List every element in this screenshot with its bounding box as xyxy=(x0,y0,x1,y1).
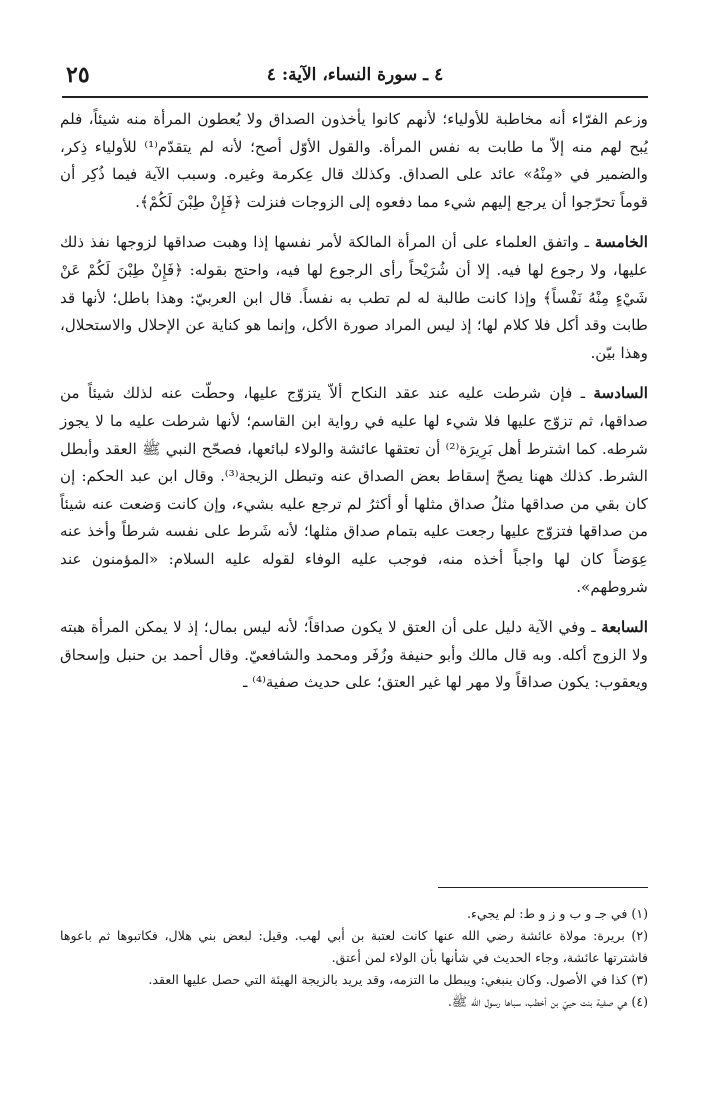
page-header xyxy=(62,56,648,98)
paragraph-text: ـ وفي الآية دليل على أن العتق لا يكون صداقاً؛ لأنه ليس بمال؛ إذ لا يمكن المرأة هبته ولا الزوج أكله. وبه قال مالك وأبو حنيفة وزُفَر ومحمد والشافعيّ. وقال أحمد بن حنبل وإسحاق ويعقوب: يكون صداقاً ولا مهر لها غير العتق؛ على حديث صفية⁽⁴⁾ ـ xyxy=(60,618,648,692)
footnote-2: (٢) بريرة: مولاة عائشة رضي الله عنها كانت لعتبة بن أبي لهب. وقيل: لبعض بني هلال، فكاتبوها ثم باعوها فاشترتها عائشة، وجاء الحديث في شأنها بأن الولاء لمن أعتق. xyxy=(60,928,648,965)
footnotes xyxy=(60,903,648,1013)
paragraph-text: ـ واتفق العلماء على أن المرأة المالكة لأمر نفسها إذا وهبت صداقها لزوجها نفذ ذلك عليها، ولا رجوع لها فيه. إلا أن شُرَيْحاً رأى الرجوع لها فيه، واحتج بقوله: ﴿فَإِنْ طِبْنَ لَكُمْ عَنْ شَيْءٍ مِنْهُ نَفْساً﴾ وإذا كانت طالبة له لم تطب به نفساً. قال ابن العربيّ: وهذا باطل؛ لأنها قد طابت وقد أكل فلا كلام لها؛ إذ ليس المراد صورة الأكل، وإنما هو كناية عن الإحلال والاستحلال، وهذا بيّن. xyxy=(60,233,648,362)
paragraph-fifth xyxy=(60,229,648,367)
footnote-divider xyxy=(438,887,648,888)
paragraph-label: الخامسة xyxy=(594,233,648,252)
paragraph-intro xyxy=(60,106,648,216)
paragraph-sixth xyxy=(60,380,648,601)
page-number: ٢٥ xyxy=(66,62,90,88)
running-title: ٤ ـ سورة النساء، الآية: ٤ xyxy=(266,65,444,85)
footnote-4: (٤) هي صفية بنت حييّ بن أخطب، سباها رسول الله ﷺ. xyxy=(447,994,648,1009)
main-text xyxy=(60,106,648,710)
paragraph-text: ـ فإن شرطت عليه عند عقد النكاح ألاّ يتزوّج عليها، وحطّت عنه لذلك شيئاً من صداقها، ثم تزوّج عليها فلا شيء لها عليه في رواية ابن القاسم؛ لأنها شرطت عليه ما لا يجوز شرطه. كما اشترط أهل بَرِيرَة⁽²⁾ أن تعتقها عائشة والولاء لبائعها، فصحّح النبي ﷺ العقد وأبطل الشرط. كذلك ههنا يصحّ إسقاط بعض الصداق عنه وتبطل الزيجة⁽³⁾. وقال ابن عبد الحكم: إن كان بقي من صداقها مثلُ صداق مثلها أو أكثرُ لم ترجع عليه بشيء، وإن كانت وَضعت عنه شيئاً من صداقها فتزوّج عليها رجعت عليه بتمام صداق مثلها؛ لأنه شَرط على نفسه شرطاً وأخذ عنه عِوَضاً كان لها واجباً أخذه منه، فوجب عليه الوفاء لقوله عليه السلام: «المؤمنون عند شروطهم». xyxy=(60,384,649,596)
paragraph-seventh xyxy=(60,614,648,697)
footnote-3: (٣) كذا في الأصول. وكان ينبغي: ويبطل ما التزمه، وقد يريد بالزيجة الهيئة التي حصل عليها العقد. xyxy=(148,972,648,987)
paragraph-label: السادسة xyxy=(593,384,648,403)
paragraph-text: وزعم الفرّاء أنه مخاطبة للأولياء؛ لأنهم كانوا يأخذون الصداق ولا يُعطون المرأة منه شيئاً، فلم يُبح لهم منه إلاّ ما طابت به نفس المرأة. والقول الأوّل أصح؛ لأنه لم يتقدّم⁽¹⁾ للأولياء ذِكر، والضمير في «مِنْهُ» عائد على الصداق. وكذلك قال عِكرمة وغيره. وسبب الآية فيما ذُكِر أن قوماً تحرّجوا أن يرجع إليهم شيء مما دفعوه إلى الزوجات فنزلت ﴿فَإِنْ طِبْنَ لَكُمْ﴾. xyxy=(60,110,648,211)
paragraph-label: السابعة xyxy=(601,618,648,637)
footnote-1: (١) في جـ و ب و ز و ط: لم يجيء. xyxy=(467,906,648,921)
